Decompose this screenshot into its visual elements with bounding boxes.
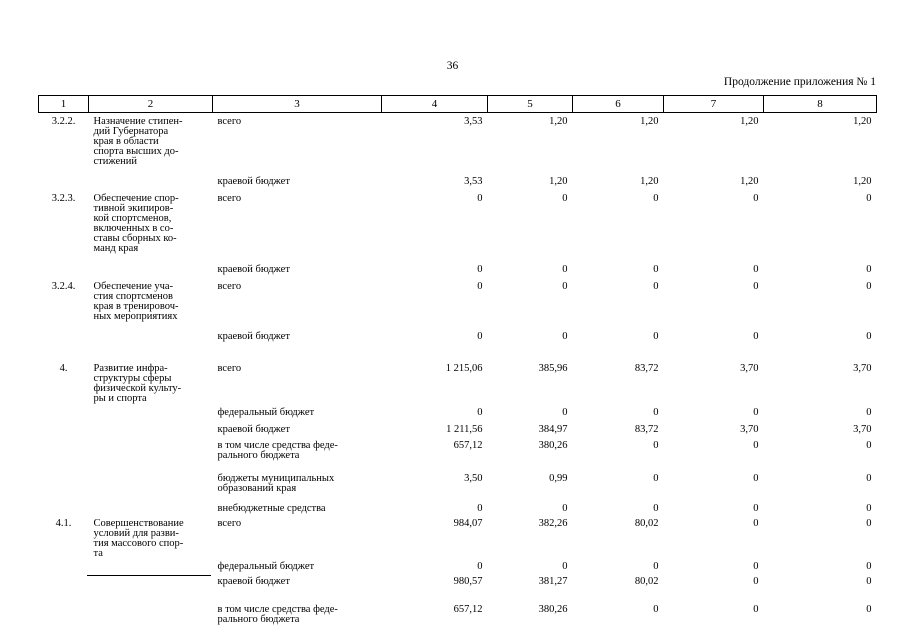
activity-name: Обеспечение спор- тивной экипиров- кой спортсменов, включенных в со- ставы сборных ко- манд края bbox=[93, 192, 179, 254]
value-col-5: 0 bbox=[562, 502, 568, 514]
value-col-8: 0 bbox=[866, 502, 872, 514]
activity-name: Развитие инфра- структуры сферы физической культу- ры и спорта bbox=[93, 362, 182, 404]
activity-name bbox=[89, 328, 213, 353]
value-col-8: 0 bbox=[866, 280, 872, 292]
funding-source: краевой бюджет bbox=[217, 330, 290, 342]
row-number bbox=[39, 438, 89, 471]
funding-source: федеральный бюджет bbox=[217, 406, 315, 418]
table-header-row bbox=[39, 96, 877, 113]
value-col-8: 0 bbox=[866, 192, 872, 204]
table-row bbox=[39, 574, 877, 597]
funding-source: всего bbox=[217, 362, 242, 374]
activity-name bbox=[89, 597, 213, 627]
value-col-4: 0 bbox=[477, 280, 483, 292]
funding-source: внебюджетные средства bbox=[217, 502, 326, 514]
value-col-7: 3,70 bbox=[740, 362, 759, 374]
value-col-4: 0 bbox=[477, 406, 483, 418]
value-col-8: 0 bbox=[866, 439, 872, 451]
value-col-8: 1,20 bbox=[853, 116, 872, 127]
activity-name bbox=[89, 471, 213, 501]
row-number bbox=[39, 173, 89, 190]
value-col-5: 384,97 bbox=[538, 423, 568, 435]
table-row bbox=[39, 471, 877, 501]
column-header: 2 bbox=[89, 96, 213, 113]
value-col-5: 0 bbox=[562, 560, 568, 572]
value-col-8: 0 bbox=[866, 263, 872, 275]
table-row bbox=[39, 353, 877, 404]
activity-name bbox=[89, 261, 213, 278]
funding-source: всего bbox=[217, 116, 242, 127]
value-col-7: 0 bbox=[753, 517, 759, 529]
table-row bbox=[39, 173, 877, 190]
funding-source: в том числе средства феде- рального бюджета bbox=[217, 439, 338, 461]
table-row bbox=[39, 190, 877, 261]
table-row bbox=[39, 438, 877, 471]
value-col-5: 0 bbox=[562, 330, 568, 342]
value-col-4: 3,53 bbox=[464, 175, 483, 187]
value-col-7: 1,20 bbox=[740, 116, 759, 127]
value-col-5: 380,26 bbox=[538, 603, 568, 615]
column-header: 1 bbox=[39, 96, 89, 113]
budget-table bbox=[38, 95, 877, 627]
column-header: 5 bbox=[488, 96, 573, 113]
value-col-6: 1,20 bbox=[640, 116, 659, 127]
table-row bbox=[39, 278, 877, 328]
value-col-5: 0 bbox=[562, 280, 568, 292]
column-header: 8 bbox=[764, 96, 877, 113]
value-col-6: 0 bbox=[653, 192, 659, 204]
row-number bbox=[39, 574, 89, 597]
row-number bbox=[39, 261, 89, 278]
value-col-7: 0 bbox=[753, 406, 759, 418]
funding-source: краевой бюджет bbox=[217, 263, 290, 275]
value-col-8: 3,70 bbox=[853, 423, 872, 435]
funding-source: краевой бюджет bbox=[217, 575, 290, 587]
value-col-5: 0,99 bbox=[549, 472, 568, 484]
column-header: 4 bbox=[382, 96, 488, 113]
value-col-7: 0 bbox=[753, 575, 759, 587]
value-col-8: 3,70 bbox=[853, 362, 872, 374]
value-col-6: 0 bbox=[653, 263, 659, 275]
row-number bbox=[39, 404, 89, 421]
value-col-5: 381,27 bbox=[538, 575, 568, 587]
activity-name bbox=[89, 404, 213, 421]
value-col-8: 0 bbox=[866, 330, 872, 342]
value-col-4: 0 bbox=[477, 502, 483, 514]
value-col-7: 0 bbox=[753, 330, 759, 342]
value-col-7: 0 bbox=[753, 603, 759, 615]
value-col-6: 0 bbox=[653, 406, 659, 418]
row-number bbox=[39, 328, 89, 353]
value-col-6: 0 bbox=[653, 603, 659, 615]
table-row bbox=[39, 516, 877, 559]
funding-source: в том числе средства феде- рального бюджета bbox=[217, 603, 338, 625]
row-number: 3.2.2. bbox=[51, 116, 76, 127]
value-col-6: 0 bbox=[653, 280, 659, 292]
activity-name bbox=[89, 574, 213, 597]
value-col-6: 83,72 bbox=[634, 362, 659, 374]
table-row bbox=[39, 421, 877, 438]
value-col-4: 657,12 bbox=[453, 603, 483, 615]
value-col-8: 1,20 bbox=[853, 175, 872, 187]
table-row bbox=[39, 559, 877, 574]
value-col-7: 0 bbox=[753, 192, 759, 204]
value-col-6: 0 bbox=[653, 502, 659, 514]
table-row bbox=[39, 113, 877, 173]
value-col-7: 3,70 bbox=[740, 423, 759, 435]
value-col-4: 1 215,06 bbox=[445, 362, 483, 374]
row-number bbox=[39, 597, 89, 627]
value-col-4: 657,12 bbox=[453, 439, 483, 451]
value-col-4: 980,57 bbox=[453, 575, 483, 587]
activity-name: Совершенствование условий для разви- тия массового спор- та bbox=[93, 517, 184, 559]
value-col-7: 0 bbox=[753, 439, 759, 451]
activity-name bbox=[89, 559, 213, 574]
value-col-4: 0 bbox=[477, 330, 483, 342]
value-col-6: 80,02 bbox=[634, 517, 659, 529]
value-col-6: 0 bbox=[653, 560, 659, 572]
value-col-5: 380,26 bbox=[538, 439, 568, 451]
table-row bbox=[39, 597, 877, 627]
value-col-7: 0 bbox=[753, 472, 759, 484]
value-col-6: 80,02 bbox=[634, 575, 659, 587]
value-col-8: 0 bbox=[866, 560, 872, 572]
value-col-7: 0 bbox=[753, 502, 759, 514]
table-row bbox=[39, 328, 877, 353]
row-number: 4.1. bbox=[55, 517, 72, 529]
activity-name bbox=[89, 501, 213, 516]
value-col-4: 3,50 bbox=[464, 472, 483, 484]
funding-source: федеральный бюджет bbox=[217, 560, 315, 572]
footnote-separator-line bbox=[87, 575, 211, 576]
table-row bbox=[39, 404, 877, 421]
column-header: 7 bbox=[664, 96, 764, 113]
column-header: 3 bbox=[213, 96, 382, 113]
page-number: 36 bbox=[446, 60, 459, 72]
activity-name bbox=[89, 438, 213, 471]
value-col-4: 3,53 bbox=[464, 116, 483, 127]
funding-source: всего bbox=[217, 280, 242, 292]
activity-name: Назначение стипен- дий Губернатора края в области спорта высших до- стижений bbox=[93, 116, 183, 167]
value-col-7: 0 bbox=[753, 560, 759, 572]
activity-name bbox=[89, 421, 213, 438]
funding-source: краевой бюджет bbox=[217, 175, 290, 187]
table-row bbox=[39, 501, 877, 516]
funding-source: всего bbox=[217, 517, 242, 529]
funding-source: всего bbox=[217, 192, 242, 204]
funding-source: краевой бюджет bbox=[217, 423, 290, 435]
value-col-5: 382,26 bbox=[538, 517, 568, 529]
value-col-6: 0 bbox=[653, 439, 659, 451]
value-col-8: 0 bbox=[866, 472, 872, 484]
value-col-5: 0 bbox=[562, 263, 568, 275]
value-col-8: 0 bbox=[866, 575, 872, 587]
row-number bbox=[39, 421, 89, 438]
value-col-5: 0 bbox=[562, 192, 568, 204]
row-number bbox=[39, 559, 89, 574]
value-col-4: 984,07 bbox=[453, 517, 483, 529]
value-col-5: 1,20 bbox=[549, 116, 568, 127]
row-number bbox=[39, 471, 89, 501]
value-col-7: 1,20 bbox=[740, 175, 759, 187]
value-col-7: 0 bbox=[753, 280, 759, 292]
value-col-8: 0 bbox=[866, 406, 872, 418]
row-number bbox=[39, 501, 89, 516]
value-col-6: 0 bbox=[653, 472, 659, 484]
row-number: 3.2.3. bbox=[51, 192, 76, 204]
funding-source: бюджеты муниципальных образований края bbox=[217, 472, 335, 494]
row-number: 3.2.4. bbox=[51, 280, 76, 292]
value-col-4: 0 bbox=[477, 192, 483, 204]
value-col-5: 0 bbox=[562, 406, 568, 418]
value-col-4: 1 211,56 bbox=[446, 423, 483, 435]
activity-name bbox=[89, 173, 213, 190]
row-number: 4. bbox=[59, 362, 68, 374]
value-col-6: 83,72 bbox=[634, 423, 659, 435]
value-col-4: 0 bbox=[477, 263, 483, 275]
value-col-6: 0 bbox=[653, 330, 659, 342]
value-col-8: 0 bbox=[866, 603, 872, 615]
value-col-5: 1,20 bbox=[549, 175, 568, 187]
activity-name: Обеспечение уча- стия спортсменов края в тренировоч- ных мероприятиях bbox=[93, 280, 179, 322]
value-col-8: 0 bbox=[866, 517, 872, 529]
appendix-continuation-label: Продолжение приложения № 1 bbox=[723, 76, 876, 88]
column-header: 6 bbox=[573, 96, 664, 113]
value-col-5: 385,96 bbox=[538, 362, 568, 374]
value-col-7: 0 bbox=[753, 263, 759, 275]
value-col-6: 1,20 bbox=[640, 175, 659, 187]
value-col-4: 0 bbox=[477, 560, 483, 572]
table-row bbox=[39, 261, 877, 278]
